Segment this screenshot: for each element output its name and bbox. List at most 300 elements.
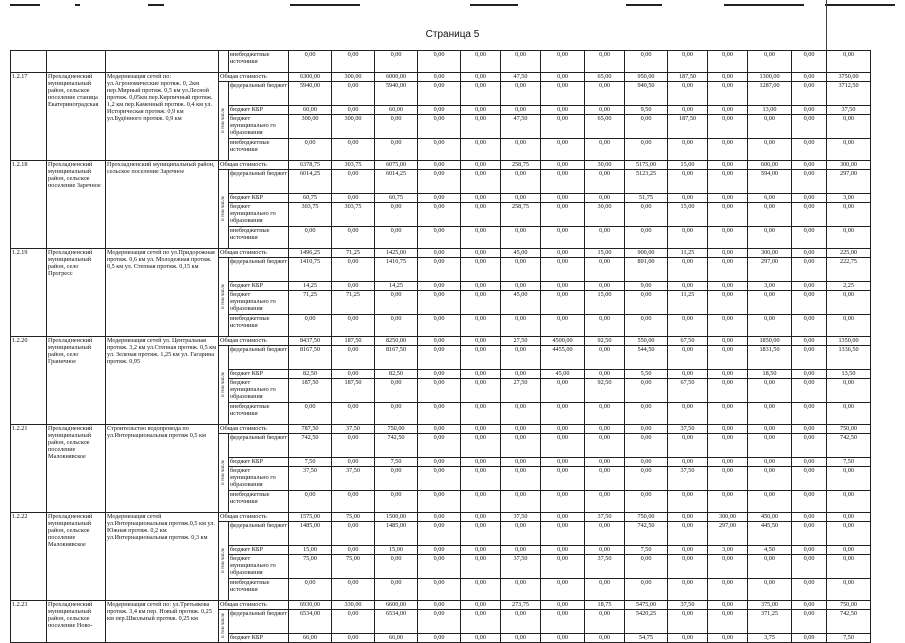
value-cell: 0,00 [668, 555, 708, 579]
value-cell: 0,00 [461, 115, 501, 139]
value-cell: 187,50 [668, 115, 708, 139]
value-cell: 0,00 [541, 258, 585, 282]
value-cell: 0,00 [461, 555, 501, 579]
value-cell: 0,00 [332, 227, 375, 249]
value-cell: 0,00 [668, 227, 708, 249]
value-cell: 300,00 [827, 161, 871, 170]
value-cell: 0,00 [668, 106, 708, 115]
value-cell: 66,00 [289, 634, 332, 643]
row-label-total: Общая стоимость [219, 249, 289, 258]
value-cell: 0,00 [668, 139, 708, 161]
value-cell: 0,00 [748, 203, 792, 227]
value-cell: 1350,00 [827, 337, 871, 346]
budget-table [10, 50, 871, 643]
value-cell: 0,00 [827, 291, 871, 315]
row-label-kbr: бюджет КБР [229, 546, 289, 555]
value-cell: 258,75 [501, 203, 541, 227]
value-cell: 0,00 [461, 634, 501, 643]
value-cell: 0,00 [501, 467, 541, 491]
including-text: в том числе [221, 107, 226, 133]
table-row [11, 249, 871, 258]
value-cell: 187,50 [668, 73, 708, 82]
value-cell: 0,00 [748, 491, 792, 513]
value-cell: 0,00 [418, 194, 461, 203]
value-cell: 0,00 [501, 434, 541, 458]
value-cell: 0,00 [541, 522, 585, 546]
value-cell: 0,00 [625, 434, 668, 458]
value-cell: 3,00 [827, 194, 871, 203]
empty-cell [47, 51, 106, 73]
value-cell: 0,00 [501, 282, 541, 291]
including-label [219, 610, 229, 643]
value-cell: 37,50 [332, 425, 375, 434]
value-cell: 0,00 [541, 282, 585, 291]
value-cell: 0,00 [585, 51, 625, 73]
value-cell: 0,00 [289, 139, 332, 161]
value-cell: 37,50 [585, 555, 625, 579]
value-cell: 0,00 [461, 370, 501, 379]
value-cell: 11,25 [668, 291, 708, 315]
value-cell: 1410,75 [375, 258, 418, 282]
table-row [11, 161, 871, 170]
value-cell: 0,00 [708, 379, 748, 403]
value-cell: 0,00 [708, 139, 748, 161]
value-cell: 60,75 [375, 194, 418, 203]
value-cell: 0,00 [289, 491, 332, 513]
row-label-federal: федеральный бюджет [229, 610, 289, 634]
value-cell: 0,00 [708, 161, 748, 170]
row-label-total: Общая стоимость [219, 601, 289, 610]
value-cell: 0,00 [541, 403, 585, 425]
value-cell: 0,00 [418, 579, 461, 601]
value-cell: 9,00 [625, 282, 668, 291]
value-cell: 0,00 [501, 634, 541, 643]
value-cell: 0,00 [418, 282, 461, 291]
value-cell: 0,00 [792, 115, 827, 139]
row-label-kbr: бюджет КБР [229, 458, 289, 467]
value-cell: 0,00 [501, 227, 541, 249]
value-cell: 0,00 [418, 291, 461, 315]
value-cell: 0,00 [461, 491, 501, 513]
scan-artifacts [0, 0, 905, 20]
value-cell: 0,00 [332, 522, 375, 546]
project-entity: Прохладненский муниципальный район, сельское поселение станица Екатериноградская [47, 73, 106, 161]
row-label-kbr: бюджет КБР [229, 282, 289, 291]
value-cell: 5175,00 [625, 161, 668, 170]
value-cell: 0,00 [375, 115, 418, 139]
value-cell: 0,00 [332, 170, 375, 194]
value-cell: 300,00 [332, 73, 375, 82]
project-entity: Прохладненский муниципальный район, сельское поселение Малокнявское [47, 513, 106, 601]
value-cell: 1425,00 [375, 249, 418, 258]
row-label-extra: внебюджетные источники [229, 227, 289, 249]
value-cell: 0,00 [332, 434, 375, 458]
value-cell: 0,00 [708, 203, 748, 227]
value-cell: 0,00 [668, 170, 708, 194]
value-cell: 0,00 [792, 610, 827, 634]
value-cell: 0,00 [668, 315, 708, 337]
value-cell: 0,00 [792, 82, 827, 106]
row-label-kbr: бюджет КБР [229, 106, 289, 115]
value-cell: 891,00 [625, 258, 668, 282]
value-cell: 0,00 [585, 425, 625, 434]
value-cell: 0,00 [332, 458, 375, 467]
value-cell: 0,00 [585, 82, 625, 106]
value-cell: 65,00 [585, 73, 625, 82]
value-cell: 1831,50 [748, 346, 792, 370]
value-cell: 0,00 [541, 425, 585, 434]
project-entity: Прохладненский муниципальный район, сельское поселение Заречное [47, 161, 106, 249]
value-cell: 0,00 [418, 555, 461, 579]
value-cell: 0,00 [827, 315, 871, 337]
value-cell: 0,00 [668, 258, 708, 282]
including-text: в том числе [221, 459, 226, 485]
value-cell: 0,00 [585, 258, 625, 282]
value-cell: 594,00 [748, 170, 792, 194]
project-entity: Прохладненский муниципальный район, сельское поселение Малокнявское [47, 425, 106, 513]
value-cell: 1287,00 [748, 82, 792, 106]
value-cell: 15,00 [375, 546, 418, 555]
value-cell: 0,00 [748, 555, 792, 579]
value-cell: 750,00 [827, 601, 871, 610]
project-description: Модернизация сетей по: ул.Агрономические протяж. 0, 2км пер.Мирный протяж. 0,5 км ул.Лесной протяж. 0,05км пер.Кирпичный протяж. 1,2 км пер.Каменный протяж. 0,4 км ул. Историческая протяж. 0,9 км ул.Будённого протяж. 0,9 км [106, 73, 219, 161]
value-cell: 14,25 [375, 282, 418, 291]
row-label-total: Общая стоимость [219, 425, 289, 434]
value-cell: 0,00 [332, 258, 375, 282]
value-cell: 0,00 [461, 379, 501, 403]
value-cell: 0,00 [748, 227, 792, 249]
value-cell: 0,00 [375, 139, 418, 161]
value-cell: 900,00 [625, 249, 668, 258]
value-cell: 0,00 [668, 51, 708, 73]
value-cell: 940,50 [625, 82, 668, 106]
value-cell: 0,00 [501, 139, 541, 161]
value-cell: 742,50 [625, 522, 668, 546]
value-cell: 0,00 [375, 51, 418, 73]
value-cell: 950,00 [625, 73, 668, 82]
value-cell: 0,00 [461, 291, 501, 315]
value-cell: 0,00 [461, 249, 501, 258]
value-cell: 0,00 [668, 513, 708, 522]
project-entity: Прохладненский муниципальный район, село Прогресс [47, 249, 106, 337]
value-cell: 300,00 [748, 249, 792, 258]
value-cell: 0,00 [501, 458, 541, 467]
value-cell: 0,00 [332, 546, 375, 555]
value-cell: 0,00 [708, 370, 748, 379]
value-cell: 0,00 [585, 491, 625, 513]
value-cell: 0,00 [827, 513, 871, 522]
value-cell: 273,75 [501, 601, 541, 610]
value-cell: 0,00 [827, 115, 871, 139]
value-cell: 37,50 [332, 467, 375, 491]
value-cell: 67,50 [668, 379, 708, 403]
value-cell: 303,75 [332, 203, 375, 227]
value-cell: 6930,00 [289, 601, 332, 610]
value-cell: 37,50 [827, 106, 871, 115]
value-cell: 0,00 [792, 194, 827, 203]
row-label-kbr: бюджет КБР [229, 634, 289, 643]
row-label-total: Общая стоимость [219, 337, 289, 346]
value-cell: 6534,00 [289, 610, 332, 634]
value-cell: 0,00 [625, 115, 668, 139]
value-cell: 0,00 [827, 522, 871, 546]
value-cell: 0,00 [461, 434, 501, 458]
value-cell: 0,00 [461, 425, 501, 434]
value-cell: 450,00 [748, 513, 792, 522]
value-cell: 0,00 [541, 139, 585, 161]
value-cell: 0,00 [792, 555, 827, 579]
value-cell: 0,00 [748, 458, 792, 467]
row-label-extra: внебюджетные источники [229, 139, 289, 161]
value-cell: 0,00 [792, 315, 827, 337]
value-cell: 0,00 [792, 467, 827, 491]
value-cell: 0,00 [541, 203, 585, 227]
empty-cell [11, 51, 47, 73]
value-cell: 6000,00 [375, 73, 418, 82]
value-cell: 1485,00 [289, 522, 332, 546]
value-cell: 71,25 [332, 291, 375, 315]
value-cell: 0,00 [501, 346, 541, 370]
value-cell: 0,00 [541, 227, 585, 249]
project-entity: Прохладненский муниципальный район, село Граничное [47, 337, 106, 425]
value-cell: 0,00 [461, 106, 501, 115]
value-cell: 0,00 [332, 139, 375, 161]
value-cell: 0,00 [827, 51, 871, 73]
value-cell: 65,00 [585, 115, 625, 139]
row-label-municipal: бюджет муниципально го образования [229, 291, 289, 315]
value-cell: 27,50 [501, 379, 541, 403]
value-cell: 14,25 [289, 282, 332, 291]
value-cell: 0,00 [461, 346, 501, 370]
value-cell: 0,00 [541, 115, 585, 139]
project-description: Модернизация сетей по: ул.Третьякова протяж. 3,4 км пер. Новый протяж. 0,25 км пер.Школьный протяж. 0,25 км [106, 601, 219, 643]
value-cell: 0,00 [418, 337, 461, 346]
value-cell: 47,50 [501, 115, 541, 139]
value-cell: 0,00 [332, 579, 375, 601]
value-cell: 75,00 [332, 555, 375, 579]
including-label [219, 434, 229, 513]
value-cell: 0,00 [792, 282, 827, 291]
value-cell: 750,00 [625, 513, 668, 522]
value-cell: 0,00 [541, 467, 585, 491]
value-cell: 7,50 [827, 458, 871, 467]
including-label [219, 170, 229, 249]
value-cell: 13,00 [748, 106, 792, 115]
value-cell: 0,00 [418, 106, 461, 115]
value-cell: 550,00 [625, 337, 668, 346]
table-row [11, 337, 871, 346]
value-cell: 0,00 [541, 194, 585, 203]
value-cell: 0,00 [541, 491, 585, 513]
value-cell: 0,00 [289, 579, 332, 601]
value-cell: 0,00 [418, 51, 461, 73]
value-cell: 0,00 [501, 522, 541, 546]
value-cell: 0,00 [827, 555, 871, 579]
value-cell: 11,25 [668, 249, 708, 258]
value-cell: 5940,00 [289, 82, 332, 106]
value-cell: 0,00 [792, 258, 827, 282]
value-cell: 258,75 [501, 161, 541, 170]
value-cell: 0,00 [418, 203, 461, 227]
value-cell: 37,50 [289, 467, 332, 491]
project-code: 1.2.18 [11, 161, 47, 249]
value-cell: 0,00 [418, 513, 461, 522]
row-label-extra: внебюджетные источники [229, 51, 289, 73]
value-cell: 750,00 [375, 425, 418, 434]
value-cell: 0,00 [748, 434, 792, 458]
value-cell: 7,50 [827, 634, 871, 643]
value-cell: 0,00 [708, 249, 748, 258]
value-cell: 8167,50 [375, 346, 418, 370]
value-cell: 0,00 [792, 403, 827, 425]
value-cell: 92,50 [585, 337, 625, 346]
project-description: Модернизация сетей ул.Интернациональная протяж.0,5 км ул. Южная протяж. 0,2 км ул.Интернациональная протяж. 0,3 км [106, 513, 219, 601]
value-cell: 0,00 [461, 403, 501, 425]
value-cell: 0,00 [748, 51, 792, 73]
value-cell: 0,00 [827, 379, 871, 403]
value-cell: 0,00 [289, 315, 332, 337]
value-cell: 54,75 [625, 634, 668, 643]
value-cell: 37,50 [668, 601, 708, 610]
value-cell: 0,00 [541, 546, 585, 555]
value-cell: 3750,00 [827, 73, 871, 82]
value-cell: 82,50 [289, 370, 332, 379]
value-cell: 742,50 [827, 610, 871, 634]
value-cell: 0,00 [461, 467, 501, 491]
value-cell: 1410,75 [289, 258, 332, 282]
value-cell: 67,50 [668, 337, 708, 346]
value-cell: 0,00 [585, 546, 625, 555]
project-code: 1.2.17 [11, 73, 47, 161]
value-cell: 7,50 [625, 546, 668, 555]
value-cell: 0,00 [375, 291, 418, 315]
value-cell: 47,50 [501, 73, 541, 82]
value-cell: 92,50 [585, 379, 625, 403]
value-cell: 0,00 [461, 82, 501, 106]
value-cell: 303,75 [332, 161, 375, 170]
value-cell: 0,00 [792, 425, 827, 434]
including-label [219, 82, 229, 161]
value-cell: 6600,00 [375, 601, 418, 610]
value-cell: 187,50 [332, 379, 375, 403]
value-cell: 222,75 [827, 258, 871, 282]
project-entity: Прохладненский муниципальный район, сельское поселение Ново- [47, 601, 106, 643]
value-cell: 0,00 [827, 139, 871, 161]
value-cell: 0,00 [708, 82, 748, 106]
value-cell: 15,00 [668, 161, 708, 170]
value-cell: 0,00 [375, 227, 418, 249]
value-cell: 0,00 [625, 139, 668, 161]
value-cell: 371,25 [748, 610, 792, 634]
value-cell: 60,75 [289, 194, 332, 203]
value-cell: 750,00 [827, 425, 871, 434]
value-cell: 0,00 [748, 579, 792, 601]
value-cell: 0,00 [708, 106, 748, 115]
value-cell: 742,50 [827, 434, 871, 458]
value-cell: 15,00 [585, 291, 625, 315]
value-cell: 0,00 [461, 458, 501, 467]
value-cell: 0,00 [585, 139, 625, 161]
value-cell: 0,00 [541, 315, 585, 337]
value-cell: 0,00 [827, 546, 871, 555]
value-cell: 0,00 [418, 82, 461, 106]
value-cell: 71,25 [332, 249, 375, 258]
value-cell: 0,00 [585, 194, 625, 203]
project-code: 1.2.22 [11, 513, 47, 601]
value-cell: 297,00 [748, 258, 792, 282]
value-cell: 0,00 [501, 51, 541, 73]
value-cell: 0,00 [501, 82, 541, 106]
value-cell: 0,00 [418, 434, 461, 458]
value-cell: 0,00 [625, 579, 668, 601]
value-cell: 0,00 [541, 51, 585, 73]
value-cell: 742,50 [375, 434, 418, 458]
including-label [219, 258, 229, 337]
value-cell: 0,00 [461, 601, 501, 610]
value-cell: 0,00 [708, 434, 748, 458]
value-cell: 0,00 [418, 467, 461, 491]
value-cell: 0,00 [585, 579, 625, 601]
value-cell: 0,00 [461, 161, 501, 170]
value-cell: 300,00 [332, 115, 375, 139]
value-cell: 0,00 [668, 579, 708, 601]
value-cell: 18,50 [748, 370, 792, 379]
value-cell: 0,00 [748, 379, 792, 403]
row-label-federal: федеральный бюджет [229, 258, 289, 282]
value-cell: 37,50 [668, 425, 708, 434]
value-cell: 1485,00 [375, 522, 418, 546]
value-cell: 0,00 [625, 227, 668, 249]
value-cell: 0,00 [708, 467, 748, 491]
value-cell: 7,50 [375, 458, 418, 467]
value-cell: 0,00 [461, 194, 501, 203]
value-cell: 0,00 [668, 403, 708, 425]
value-cell: 1300,00 [748, 73, 792, 82]
value-cell: 15,00 [668, 203, 708, 227]
value-cell: 0,00 [375, 403, 418, 425]
value-cell: 13,50 [827, 370, 871, 379]
value-cell: 0,00 [668, 546, 708, 555]
value-cell: 0,00 [625, 203, 668, 227]
value-cell: 0,00 [418, 491, 461, 513]
value-cell: 0,00 [332, 51, 375, 73]
value-cell: 66,00 [375, 634, 418, 643]
value-cell: 0,00 [708, 555, 748, 579]
value-cell: 3,00 [748, 282, 792, 291]
value-cell: 0,00 [792, 139, 827, 161]
value-cell: 0,00 [461, 282, 501, 291]
value-cell: 0,00 [792, 379, 827, 403]
value-cell: 30,00 [585, 161, 625, 170]
value-cell: 5420,25 [625, 610, 668, 634]
including-label [219, 346, 229, 425]
value-cell: 0,00 [748, 291, 792, 315]
value-cell: 0,00 [501, 491, 541, 513]
value-cell: 37,50 [501, 555, 541, 579]
value-cell: 0,00 [668, 370, 708, 379]
row-label-extra: внебюджетные источники [229, 403, 289, 425]
value-cell: 4500,00 [541, 337, 585, 346]
value-cell: 0,00 [375, 379, 418, 403]
value-cell: 8250,00 [375, 337, 418, 346]
value-cell: 0,00 [668, 610, 708, 634]
row-label-municipal: бюджет муниципально го образования [229, 203, 289, 227]
value-cell: 0,00 [708, 403, 748, 425]
value-cell: 0,00 [461, 170, 501, 194]
value-cell: 15,00 [585, 249, 625, 258]
value-cell: 0,00 [541, 170, 585, 194]
value-cell: 0,00 [375, 203, 418, 227]
